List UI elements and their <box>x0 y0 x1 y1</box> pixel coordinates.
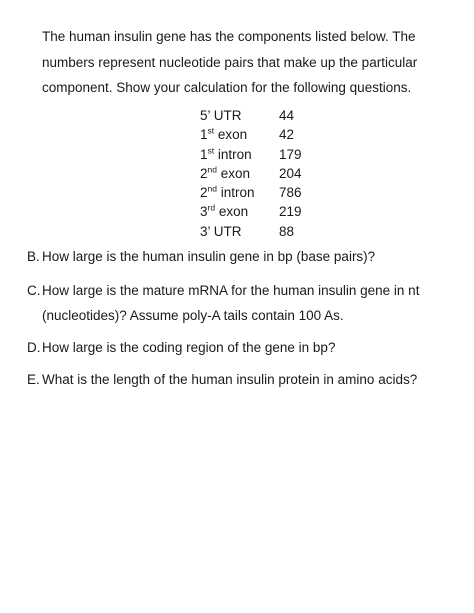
question-letter: D. <box>27 339 41 355</box>
question-letter: C. <box>27 282 41 298</box>
component-row <box>200 145 302 164</box>
question-text: How large is the mature mRNA for the human insulin gene in nt (nucleotides)? Assume poly-A tails contain 100 As. <box>42 282 420 323</box>
component-row <box>200 222 302 241</box>
intro-line-1: The human insulin gene has the components listed below. The <box>42 29 416 44</box>
component-value: 786 <box>279 185 302 201</box>
question-text: How large is the human insulin gene in bp (base pairs)? <box>42 249 376 264</box>
component-row <box>200 183 302 202</box>
question-e <box>27 367 447 393</box>
question-d <box>27 335 447 361</box>
component-name: 3rd exon <box>200 202 249 220</box>
component-row <box>200 202 302 221</box>
question-letter: E. <box>27 372 40 387</box>
intro-line-3: component. Show your calculation for the following questions. <box>42 80 412 95</box>
component-name: 2nd intron <box>200 183 255 201</box>
component-value: 179 <box>279 146 302 162</box>
question-c <box>27 278 447 329</box>
component-name: 3’ UTR <box>200 223 242 239</box>
intro-paragraph <box>42 24 422 101</box>
component-name: 5’ UTR <box>200 108 242 123</box>
question-b <box>27 244 447 270</box>
question-text: How large is the coding region of the gene in bp? <box>42 339 336 355</box>
intro-line-2: numbers represent nucleotide pairs that make up the particular <box>42 54 418 70</box>
component-name: 1st exon <box>200 125 248 143</box>
component-value: 42 <box>279 127 295 143</box>
component-row <box>200 164 302 183</box>
component-value: 44 <box>279 108 295 123</box>
component-value: 219 <box>279 204 302 220</box>
component-value: 88 <box>279 223 295 239</box>
question-text: What is the length of the human insulin protein in amino acids? <box>42 372 418 387</box>
question-letter: B. <box>27 249 40 264</box>
component-row <box>200 106 302 125</box>
component-value: 204 <box>279 165 302 181</box>
component-row <box>200 125 302 144</box>
component-name: 1st intron <box>200 145 252 162</box>
component-name: 2nd exon <box>200 164 251 181</box>
question-list <box>27 244 447 393</box>
component-table <box>200 106 302 241</box>
